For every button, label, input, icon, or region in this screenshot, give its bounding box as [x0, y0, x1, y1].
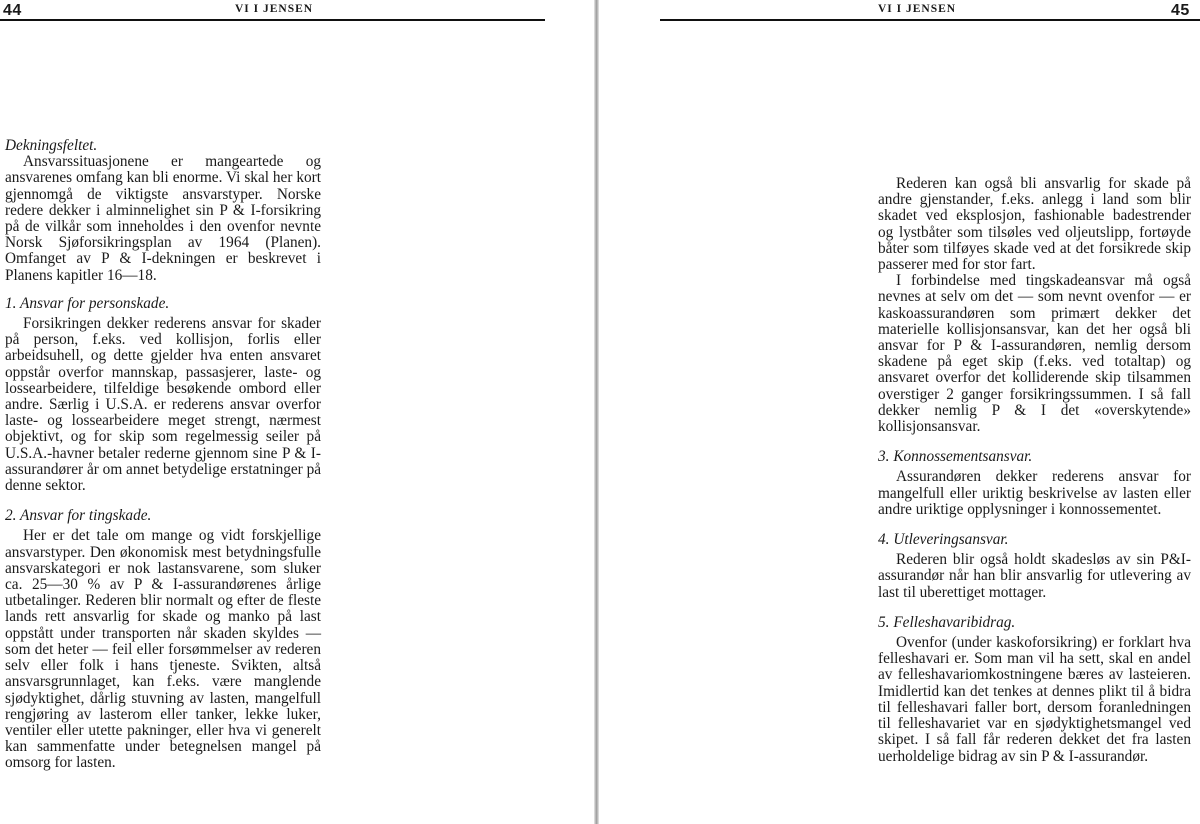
section-heading-2	[5, 508, 321, 524]
section-number: 5.	[878, 613, 890, 631]
section-title: Konnossementsansvar.	[893, 448, 1033, 466]
right-page	[598, 0, 1200, 824]
section-number: 2.	[5, 507, 17, 525]
paragraph: Forsikringen dekker rederens ansvar for skader på person, f.eks. ved kollisjon, forlis eller arbeidsuhell, og dette gjelder hva enten ansvaret oppstår overfor mannskap, passasjerer, laste- og lossearbeidere, tilfeldige besøkende ombord eller andre. Særlig i U.S.A. er rederens ansvar overfor laste- og lossearbeidere meget strengt, nærmest objektivt, og for skip som regelmessig seiler på U.S.A.-havner betaler rederne gjennom sine P & I-assurandører år om annet betydelige erstatninger på denne sektor.	[5, 315, 322, 495]
section-title: Felleshavaribidrag.	[893, 613, 1016, 631]
running-head-left: VI I JENSEN	[235, 3, 314, 15]
section-number: 1.	[5, 294, 17, 312]
section-heading-5	[878, 615, 1191, 631]
paragraph: Rederen kan også bli ansvarlig for skade på andre gjenstander, f.eks. anlegg i land som blir skadet ved eksplosjon, fashionable badestrender og lystbåter som tilsøles ved oljeutslipp, fortøyde båter som tilføyes skade ved at det forsikrede skip passerer med for stor fart.	[878, 175, 1191, 274]
paragraph: Ovenfor (under kaskoforsikring) er forklart hva felleshavari er. Som man vil ha sett, skal en andel av felleshavariomkostningene bæres av lasteieren. Imidlertid kan det tenkes at dennes plikt til å bidra til felleshavari faller bort, dersom foranledningen til felleshavariet var en sjødyktighetsmangel ved skipet. I så fall får rederen dekket det fra lasten uerholdelige bidrag av sin P & I-assurandør.	[878, 634, 1191, 765]
running-head-right: VI I JENSEN	[878, 3, 957, 15]
page-number-left: 44	[3, 2, 22, 19]
section-title: Ansvar for personskade.	[20, 294, 170, 312]
section-heading-4	[878, 532, 1191, 548]
paragraph: Ansvarssituasjonene er mangeartede og ansvarenes omfang kan bli enorme. Vi skal her kort gjennomgå de viktigste ansvarstyper. Norske redere dekker i alminnelighet sin P & I-forsikring på de vilkår som inneholdes i den ovenfor nevnte Norsk Sjøforsikringsplan av 1964 (Planen). Omfanget av P & I-dekningen er beskrevet i Planens kapitler 16—18.	[5, 153, 321, 284]
section-number: 3.	[878, 448, 890, 466]
header-rule-left	[0, 19, 545, 21]
section-heading-dekningsfeltet: Dekningsfeltet.	[5, 137, 98, 154]
section-number: 4.	[878, 531, 890, 549]
section-heading-3	[878, 449, 1191, 465]
section-heading-1	[5, 296, 321, 312]
left-page	[0, 0, 598, 824]
page-number-right: 45	[1171, 2, 1190, 19]
paragraph: Rederen blir også holdt skadesløs av sin P&I-assurandør når han blir ansvarlig for utlevering av last til uberettiget mottager.	[878, 551, 1191, 601]
right-text-column	[878, 176, 1191, 765]
header-rule-right	[660, 19, 1200, 21]
paragraph: Her er det tale om mange og vidt forskjellige ansvarstyper. Den økonomisk mest betydningsfulle ansvarskategori er nok lastansvarene, som sluker ca. 25—30 % av P & I-assurandørenes årlige utbetalinger. Rederen blir normalt og efter de fleste lands rett ansvarlig for skade og manko på last oppstått under transporten når skaden skyldes — som det heter — feil eller forsømmelser av rederen selv eller folk i hans tjeneste. Svikten, altså ansvarsgrunnlaget, kan f.eks. være manglende sjødyktighet, dårlig stuvning av lasten, mangelfull rengjøring av lasterom eller tanker, lekke luker, ventiler eller utette pakninger, eller hva vi generelt kan sammenfatte under betegnelsen mangel på omsorg for lasten.	[5, 527, 321, 772]
left-text-column	[5, 138, 321, 772]
section-title: Ansvar for tingskade.	[20, 507, 152, 525]
section-title: Utleveringsansvar.	[893, 531, 1009, 549]
paragraph: Assurandøren dekker rederens ansvar for mangelfull eller uriktig beskrivelse av lasten eller andre uriktige opplysninger i konnossementet.	[878, 468, 1191, 518]
paragraph: I forbindelse med tingskadeansvar må også nevnes at selv om det — som nevnt ovenfor — er kaskoassurandøren som primært dekker det materielle kollisjonsansvar, kan det her også bli ansvar for P & I-assurandøren, nemlig dersom skadene på eget skip (f.eks. ved totaltap) og ansvaret overfor det kolliderende skip tilsammen overstiger 2 ganger forsikringssummen. I så fall dekker nemlig P & I det «overskytende» kollisjonsansvar.	[878, 272, 1191, 436]
